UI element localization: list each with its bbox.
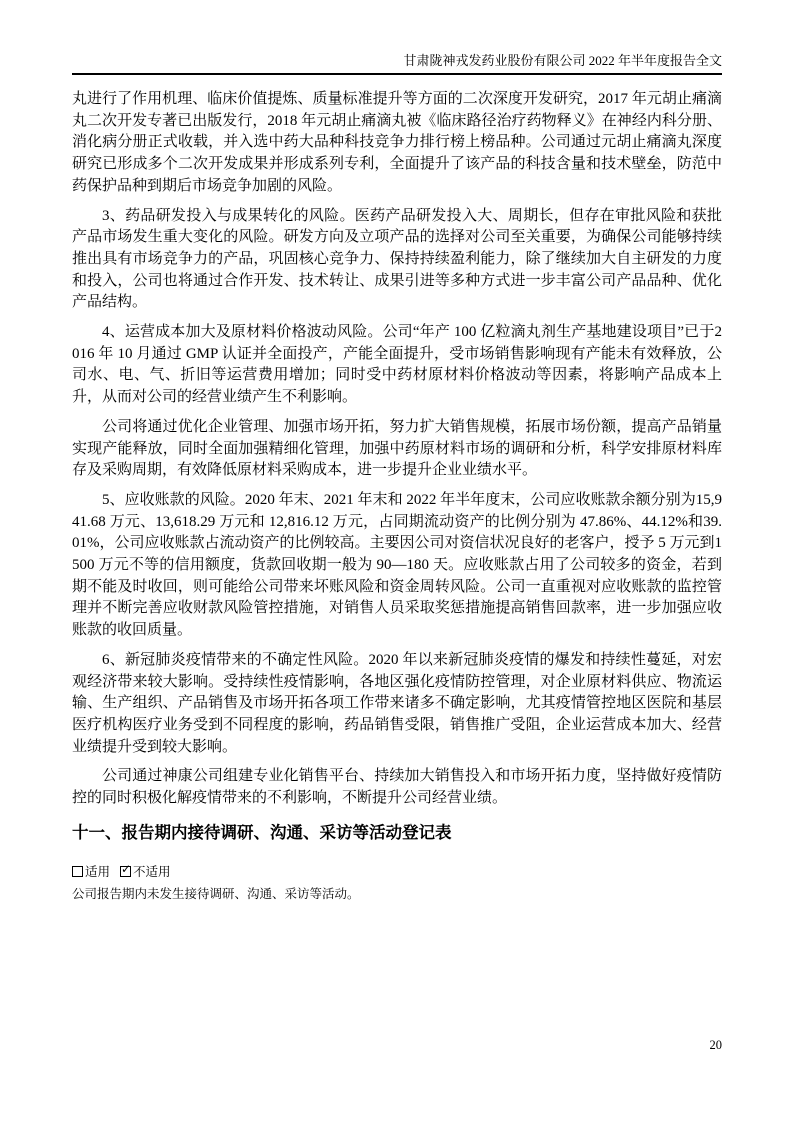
body-paragraph: 公司通过神康公司组建专业化销售平台、持续加大销售投入和市场开拓力度，坚持做好疫情防控的同时积极化解疫情带来的不利影响，不断提升公司经营业绩。 <box>72 768 722 807</box>
body-paragraph: 丸进行了作用机理、临床价值提炼、质量标准提升等方面的二次深度开发研究，2017 年元胡止痛滴丸二次开发专著已出版发行，2018 年元胡止痛滴丸被《临床路径治疗药物释义》在神经内科分册、消化病分册正式收载，并入选中药大品种科技竞争力排行榜上榜品种。公司通过元胡止痛滴丸深度研究已形成多个二次开发成果并形成系列专利，全面提升了该产品的科技含量和技术壁垒，防范中药保护品种到期后市场竞争加剧的风险。 <box>72 91 722 194</box>
not-applicable-label: 不适用 <box>133 864 171 879</box>
body-paragraph: 6、新冠肺炎疫情带来的不确定性风险。2020 年以来新冠肺炎疫情的爆发和持续性蔓延，对宏观经济带来较大影响。受持续性疫情影响，各地区强化疫情防控管理，对企业原材料供应、物流运输、生产组织、产品销售及市场开拓各项工作带来诸多不确定影响，尤其疫情管控地区医院和基层医疗机构医疗业务受到不同程度的影响，药品销售受限，销售推广受阻，企业运营成本加大、经营业绩提升受到较大影响。 <box>72 651 722 755</box>
applicable-label: 适用 <box>85 864 111 879</box>
checkmark-icon: ✓ <box>121 861 132 876</box>
body-paragraph: 3、药品研发投入与成果转化的风险。医药产品研发投入大、周期长，但存在审批风险和获批产品市场发生重大变化的风险。研发方向及立项产品的选择对公司至关重要，为确保公司能够持续推出具有市场竞争力的产品，巩固核心竞争力、保持持续盈利能力，除了继续加大自主研发的力度和投入，公司也将通过合作开发、技术转让、成果引进等多种方式进一步丰富公司产品品种、优化产品结构。 <box>72 207 722 311</box>
body-paragraph: 公司将通过优化企业管理、加强市场开拓，努力扩大销售规模，拓展市场份额，提高产品销量实现产能释放，同时全面加强精细化管理，加强中药原材料市场的调研和分析，科学安排原材料库存及采购周期，有效降低原材料采购成本，进一步提升企业业绩水平。 <box>72 418 722 479</box>
body-paragraph: 5、应收账款的风险。2020 年末、2021 年末和 2022 年半年度末，公司应收账款余额分别为15,941.68 万元、13,618.29 万元和 12,816.12 万元，占同期流动资产的比例分别为 47.86%、44.12%和39.01%，公司应收账款占流动资产的比例较高。主要因公司对资信状况良好的老客户，授予 5 万元到1500 万元不等的信用额度，货款回收期一般为 90—180 天。应收账款占用了公司较多的资金，若到期不能及时收回，则可能给公司带来坏账风险和资金周转风险。公司一直重视对应收账款的监控管理并不断完善应收财款风险管控措施，对销售人员采取奖惩措施提高销售回款率，进一步加强应收账款的收回质量。 <box>72 491 722 639</box>
page-content <box>72 0 722 904</box>
page-header <box>72 52 722 75</box>
body-paragraph: 4、运营成本加大及原材料价格波动风险。公司“年产 100 亿粒滴丸剂生产基地建设项目”已于2016 年 10 月通过 GMP 认证并全面投产，产能全面提升，受市场销售影响现有产能未有效释放，公司水、电、气、折旧等运营费用增加；同时受中药材原材料价格波动等因素，将影响产品成本上升，从而对公司的经营业绩产生不利影响。 <box>72 324 722 406</box>
document-body <box>72 89 722 904</box>
header-title: 甘肃陇神戎发药业股份有限公司 2022 年半年度报告全文 <box>403 53 722 68</box>
checkbox-unchecked-icon <box>72 866 83 877</box>
section-heading: 十一、报告期内接待调研、沟通、采访等活动登记表 <box>72 822 452 842</box>
not-applicable-option <box>120 861 171 879</box>
applicability-line <box>72 862 722 882</box>
applicable-option <box>72 865 110 879</box>
checkbox-checked-icon <box>120 861 132 877</box>
page-number: 20 <box>709 1038 722 1052</box>
applicability-note: 公司报告期内未发生接待调研、沟通、采访等活动。 <box>72 886 360 901</box>
